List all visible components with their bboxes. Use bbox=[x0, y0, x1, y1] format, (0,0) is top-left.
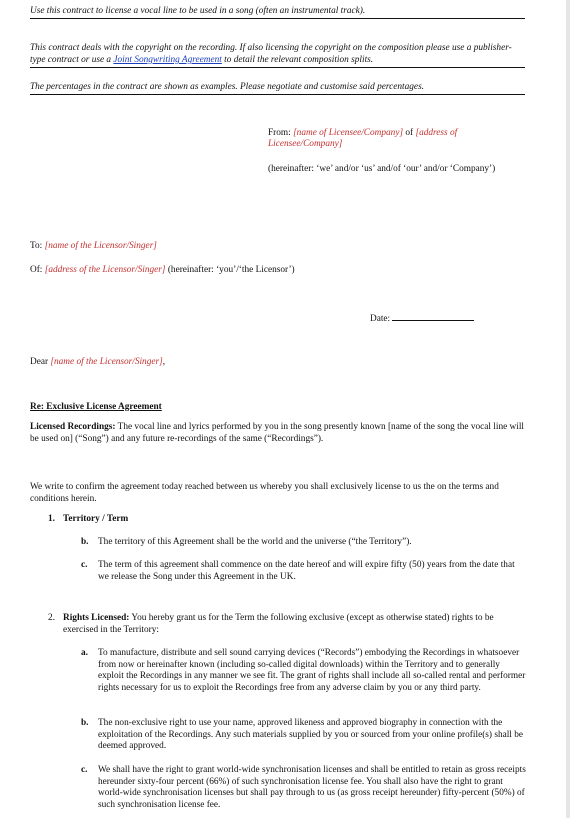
greeting-dear: Dear bbox=[30, 357, 51, 367]
section-2-item-a-label: a. bbox=[81, 648, 88, 658]
section-2-item-c-text: We shall have the right to grant world-wide synchronisation licenses and shall be entitled to retain as gross receipts hereunder sixty-four percent (66%) of such synchronisation license fee. You shall also have the right to grant world-wide synchronisation licenses but shall pay through to us (as gross receipt hereunder) fifty-percent (50%) of such synchronisation license fee. bbox=[98, 765, 526, 810]
section-1-item-c-label: c. bbox=[81, 560, 88, 570]
date-input-line[interactable] bbox=[392, 312, 474, 321]
licensor-name-placeholder[interactable]: [name of the Licensor/Singer] bbox=[44, 241, 157, 251]
licensed-recordings-label: Licensed Recordings: bbox=[30, 422, 116, 432]
section-2-text: You hereby grant us for the Term the following exclusive (except as otherwise stated) rights to be exercised in the Territory: bbox=[63, 613, 494, 635]
licensor-address-placeholder[interactable]: [address of the Licensor/Singer] bbox=[44, 265, 166, 275]
sender-hereinafter: (hereinafter: ‘we’ and/or ‘us’ and/of ‘our’ and/or ‘Company’) bbox=[268, 164, 496, 174]
licensed-recordings bbox=[30, 422, 525, 445]
of-label-recipient: Of: bbox=[30, 265, 45, 275]
note-percentages: The percentages in the contract are shown as examples. Please negotiate and customise said percentages. bbox=[30, 81, 525, 95]
recipient-to bbox=[30, 241, 157, 251]
sender-from bbox=[268, 128, 493, 150]
section-1-number: 1. bbox=[48, 514, 55, 524]
recipient-of bbox=[30, 265, 295, 275]
to-label: To: bbox=[30, 241, 45, 251]
licensee-address-placeholder[interactable]: [address of Licensee/Company] bbox=[268, 128, 458, 149]
subject-heading: Re: Exclusive License Agreement bbox=[30, 402, 162, 412]
note-copyright bbox=[30, 42, 525, 68]
recipient-hereinafter: (hereinafter: ‘you’/‘the Licensor’) bbox=[165, 265, 295, 275]
intro-paragraph: We write to confirm the agreement today reached between us whereby you shall exclusively license to us the on the terms and conditions herein. bbox=[30, 482, 499, 504]
greeting bbox=[30, 357, 165, 367]
section-2-item-b-text: The non-exclusive right to use your name, approved likeness and approved biography in connection with the exploitation of the Recordings. Any such materials supplied by you or sourced from your online profile(s) shall be deemed approved. bbox=[98, 718, 523, 751]
note-usage: Use this contract to license a vocal line to be used in a song (often an instrumental track). bbox=[30, 5, 525, 19]
section-2-paragraph bbox=[63, 613, 526, 636]
greeting-comma: , bbox=[162, 357, 166, 367]
section-2-item-c-label: c. bbox=[81, 765, 88, 775]
licensed-recordings-text: The vocal line and lyrics performed by you in the song presently known [name of the song the vocal line will be used on] (“Song”) and any future re-recordings of the same (“Recordings”). bbox=[30, 422, 525, 444]
section-1-item-c-text: The term of this agreement shall commence on the date hereof and will expire fifty (50) years from the date that we release the Song under this Agreement in the UK. bbox=[98, 560, 515, 582]
note-copyright-text-end: to detail the relevant composition splits. bbox=[221, 55, 374, 65]
section-1-item-b-text: The territory of this Agreement shall be the world and the universe (“the Territory”). bbox=[98, 537, 412, 547]
date-field bbox=[370, 312, 474, 324]
section-1-title: Territory / Term bbox=[63, 514, 129, 524]
from-label: From: bbox=[268, 128, 294, 138]
section-2-title: Rights Licensed: bbox=[63, 613, 130, 623]
section-2-item-b-label: b. bbox=[81, 718, 89, 728]
joint-songwriting-agreement-link[interactable]: Joint Songwriting Agreement bbox=[113, 55, 222, 65]
section-2-number: 2. bbox=[48, 613, 55, 623]
section-1-item-b-label: b. bbox=[81, 537, 89, 547]
greeting-name-placeholder[interactable]: [name of the Licensor/Singer] bbox=[50, 357, 163, 367]
of-label: of bbox=[403, 128, 416, 138]
note-copyright-text: This contract deals with the copyright on the recording. If also licensing the copyright on the composition please use a publisher-type contract or use a bbox=[30, 43, 512, 65]
section-2-item-a-text: To manufacture, distribute and sell sound carrying devices (“Records”) embodying the Recordings in whatsoever from now or hereinafter known (including so-called digital downloads) within the Territory and to generally exploit the Recordings in any manner we see fit. The grant of rights shall include all so-called rental and performer rights necessary for us to exploit the Recordings free from any adverse claim by you or any third party. bbox=[98, 648, 526, 693]
page-edge bbox=[566, 0, 570, 818]
licensee-name-placeholder[interactable]: [name of Licensee/Company] bbox=[293, 128, 404, 138]
date-label: Date: bbox=[370, 314, 393, 324]
